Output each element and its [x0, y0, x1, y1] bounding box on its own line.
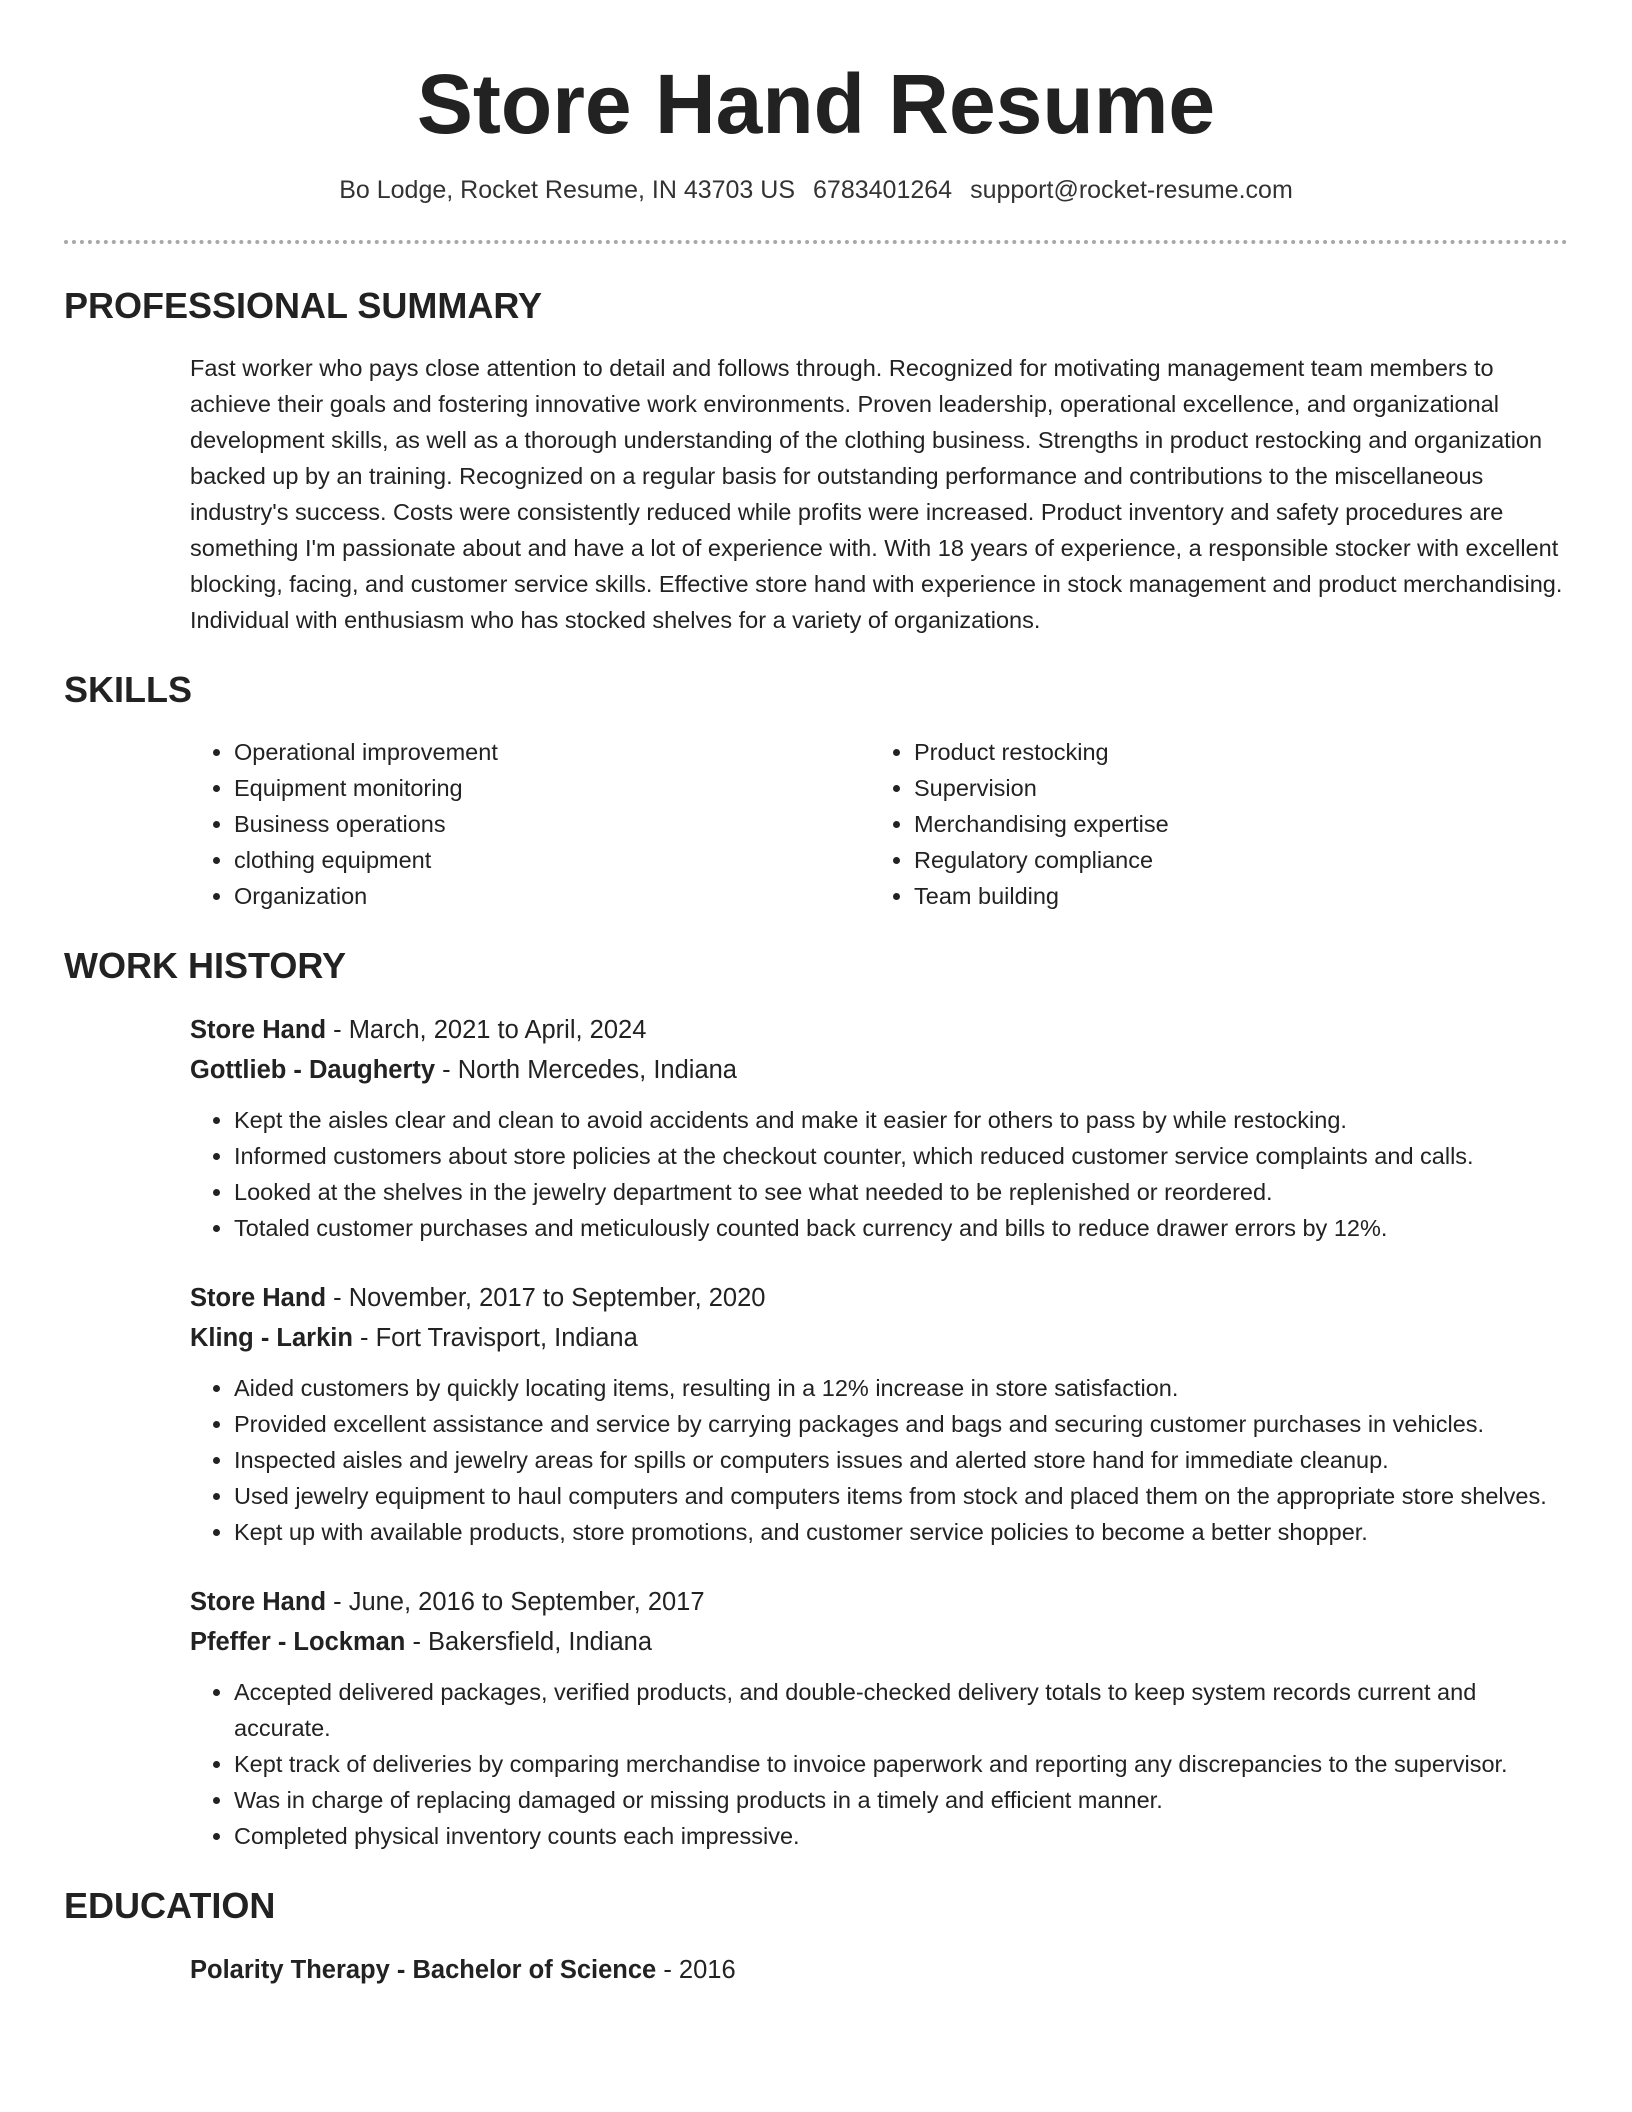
job-bullets	[190, 1674, 1568, 1854]
job-bullet: • Provided excellent assistance and service by carrying packages and bags and securing customer purchases in vehicles.	[234, 1406, 1568, 1442]
contact-address: Bo Lodge, Rocket Resume, IN 43703 US	[339, 176, 796, 204]
job-company-line	[190, 1050, 1568, 1090]
job-dates: - November, 2017 to September, 2020	[326, 1284, 766, 1312]
job-location: - North Mercedes, Indiana	[435, 1056, 737, 1084]
skill-item: • Regulatory compliance	[914, 842, 1550, 878]
education-section	[64, 1884, 1568, 1990]
skills-section	[64, 668, 1568, 914]
education-heading: EDUCATION	[64, 1885, 276, 1926]
summary-heading: PROFESSIONAL SUMMARY	[64, 285, 543, 326]
header-divider	[64, 240, 1568, 244]
job-entry	[190, 1010, 1568, 1246]
skills-list-right	[870, 734, 1550, 914]
job-bullet: • Kept track of deliveries by comparing merchandise to invoice paperwork and reporting any discrepancies to the supervisor.	[234, 1746, 1568, 1782]
skills-grid	[190, 734, 1568, 914]
skill-item: • Team building	[914, 878, 1550, 914]
skill-item: • clothing equipment	[234, 842, 870, 878]
education-entry	[190, 1950, 1568, 1990]
job-title-line	[190, 1582, 1568, 1622]
job-location: - Fort Travisport, Indiana	[352, 1324, 638, 1352]
job-bullet: • Kept up with available products, store promotions, and customer service policies to become a better shopper.	[234, 1514, 1568, 1550]
contact-phone: 6783401264	[813, 176, 953, 204]
resume-title: Store Hand Resume	[416, 57, 1216, 151]
job-company-line	[190, 1622, 1568, 1662]
job-company-line	[190, 1318, 1568, 1358]
skill-item: • Supervision	[914, 770, 1550, 806]
skill-item: • Organization	[234, 878, 870, 914]
skill-item: • Operational improvement	[234, 734, 870, 770]
job-bullets	[190, 1370, 1568, 1550]
job-bullet: • Looked at the shelves in the jewelry department to see what needed to be replenished or reordered.	[234, 1174, 1568, 1210]
contact-line	[64, 174, 1568, 206]
job-dates: - March, 2021 to April, 2024	[326, 1016, 647, 1044]
work-history-heading: WORK HISTORY	[64, 945, 347, 986]
job-entry	[190, 1278, 1568, 1550]
job-bullets	[190, 1102, 1568, 1246]
education-degree: Polarity Therapy - Bachelor of Science	[190, 1956, 657, 1984]
job-company: Kling - Larkin	[190, 1324, 353, 1352]
skill-item: • Equipment monitoring	[234, 770, 870, 806]
work-history-section	[64, 944, 1568, 1854]
job-location: - Bakersfield, Indiana	[405, 1628, 653, 1656]
skills-list-left	[190, 734, 870, 914]
job-bullet: • Aided customers by quickly locating items, resulting in a 12% increase in store satisfaction.	[234, 1370, 1568, 1406]
job-entry	[190, 1582, 1568, 1854]
job-title: Store Hand	[190, 1284, 327, 1312]
job-bullet: • Completed physical inventory counts each impressive.	[234, 1818, 1568, 1854]
job-title: Store Hand	[190, 1588, 327, 1616]
job-bullet: • Was in charge of replacing damaged or missing products in a timely and efficient manner.	[234, 1782, 1568, 1818]
skills-heading: SKILLS	[64, 669, 193, 710]
job-bullet: • Accepted delivered packages, verified products, and double-checked delivery totals to keep system records current and accurate.	[234, 1674, 1568, 1746]
job-title-line	[190, 1010, 1568, 1050]
job-bullet: • Informed customers about store policies at the checkout counter, which reduced customer service complaints and calls.	[234, 1138, 1568, 1174]
education-year: - 2016	[656, 1956, 736, 1984]
resume-page	[64, 0, 1568, 1990]
job-company: Gottlieb - Daugherty	[190, 1056, 436, 1084]
summary-section	[64, 284, 1568, 638]
job-bullet: • Kept the aisles clear and clean to avoid accidents and make it easier for others to pass by while restocking.	[234, 1102, 1568, 1138]
job-bullet: • Totaled customer purchases and meticulously counted back currency and bills to reduce drawer errors by 12%.	[234, 1210, 1568, 1246]
summary-text: Fast worker who pays close attention to detail and follows through. Recognized for motivating management team members to achieve their goals and fostering innovative work environments. Proven leadership, operational excellence, and organizational development skills, as well as a thorough understanding of the clothing business. Strengths in product restocking and organization backed up by an training. Recognized on a regular basis for outstanding performance and contributions to the miscellaneous industry's success. Costs were consistently reduced while profits were increased. Product inventory and safety procedures are something I'm passionate about and have a lot of experience with. With 18 years of experience, a responsible stocker with excellent blocking, facing, and customer service skills. Effective store hand with experience in stock management and product merchandising. Individual with enthusiasm who has stocked shelves for a variety of organizations.	[190, 355, 1563, 633]
job-company: Pfeffer - Lockman	[190, 1628, 406, 1656]
job-title-line	[190, 1278, 1568, 1318]
contact-email: support@rocket-resume.com	[970, 176, 1293, 204]
job-bullet: • Used jewelry equipment to haul computers and computers items from stock and placed them on the appropriate store shelves.	[234, 1478, 1568, 1514]
job-bullet: • Inspected aisles and jewelry areas for spills or computers issues and alerted store hand for immediate cleanup.	[234, 1442, 1568, 1478]
skill-item: • Business operations	[234, 806, 870, 842]
job-title: Store Hand	[190, 1016, 327, 1044]
skill-item: • Product restocking	[914, 734, 1550, 770]
skill-item: • Merchandising expertise	[914, 806, 1550, 842]
job-dates: - June, 2016 to September, 2017	[326, 1588, 705, 1616]
